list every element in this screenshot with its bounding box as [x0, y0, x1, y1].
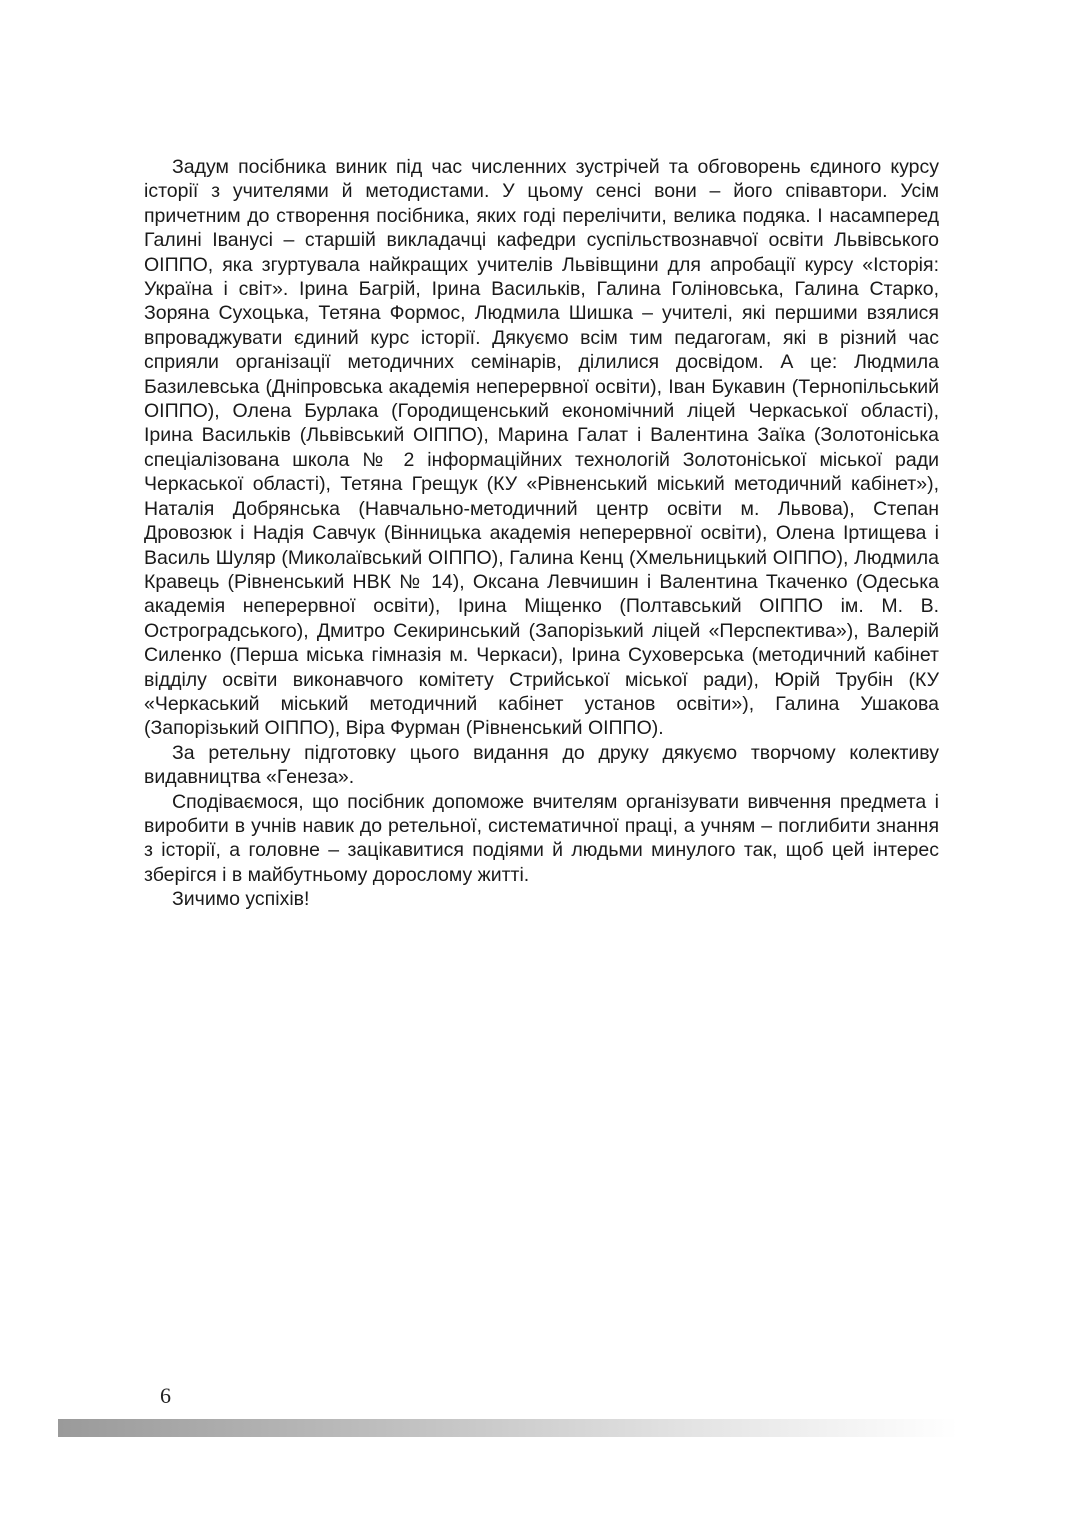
- paragraph-acknowledgements: Задум посібника виник під час численних зустрічей та обговорень єдиного курсу історії з учителями й методистами. У цьому сенсі вони – його співавтори. Усім причетним до створення посібника, яких годі перелічити, велика подяка. І насамперед Галині Іванусі – старшій викладачці кафедри суспільствознавчої освіти Львівського ОІППО, яка згуртувала найкращих учителів Львівщини для апробації курсу «Історія: Україна і світ». Ірина Багрій, Ірина Васильків, Галина Голіновська, Галина Старко, Зоряна Сухоцька, Тетяна Формос, Людмила Шишка – учителі, які першими взялися впроваджувати єдиний курс історії. Дякуємо всім тим педагогам, які в різний час сприяли організації методичних семінарів, ділилися досвідом. А це: Людмила Базилевська (Дніпровська академія неперервної освіти), Іван Букавин (Тернопільський ОІППО), Олена Бурлака (Городищенський економічний ліцей Черкаської області), Ірина Васильків (Львівський ОІППО), Марина Галат і Валентина Заїка (Золотоніська спеціалізована школа № 2 інформаційних технологій Золотоніської міської ради Черкаської області), Тетяна Грещук (КУ «Рівненський міський методичний кабінет»), Наталія Добрянська (Навчально-методичний центр освіти м. Львова), Степан Дровозюк і Надія Савчук (Вінницька академія неперервної освіти), Олена Іртищева і Василь Шуляр (Миколаївський ОІППО), Галина Кенц (Хмельницький ОІППО), Людмила Кравець (Рівненський НВК № 14), Оксана Левчишин і Валентина Ткаченко (Одеська академія неперервної освіти), Ірина Міщенко (Полтавський ОІППО ім. М. В. Остроградського), Дмитро Секиринський (Запорізький ліцей «Перспектива»), Валерій Силенко (Перша міська гімназія м. Черкаси), Ірина Суховерська (методичний кабінет відділу освіти виконавчого комітету Стрийської міської ради), Юрій Трубін (КУ «Черкаський міський методичний кабінет установ освіти»), Галина Ушакова (Запорізький ОІППО), Віра Фурман (Рівненський ОІППО).: [144, 156, 939, 740]
- paragraph-publisher-thanks: За ретельну підготовку цього видання до друку дякуємо творчому колективу видавництва «Генеза».: [144, 741, 939, 789]
- page-number: 6: [160, 1383, 171, 1408]
- paragraph-hopes: Сподіваємося, що посібник допоможе вчителям організувати вивчення предмета і виробити в учнів навик до ретельної, систематичної праці, а учням – поглибити знання з історії, а головне – зацікавитися подіями й людьми минулого так, щоб цей інтерес зберігся і в майбутньому дорослому житті.: [144, 790, 939, 886]
- footer-gradient-bar: [58, 1419, 958, 1437]
- paragraph-closing: Зичимо успіхів!: [172, 888, 310, 911]
- body-text: [144, 155, 939, 912]
